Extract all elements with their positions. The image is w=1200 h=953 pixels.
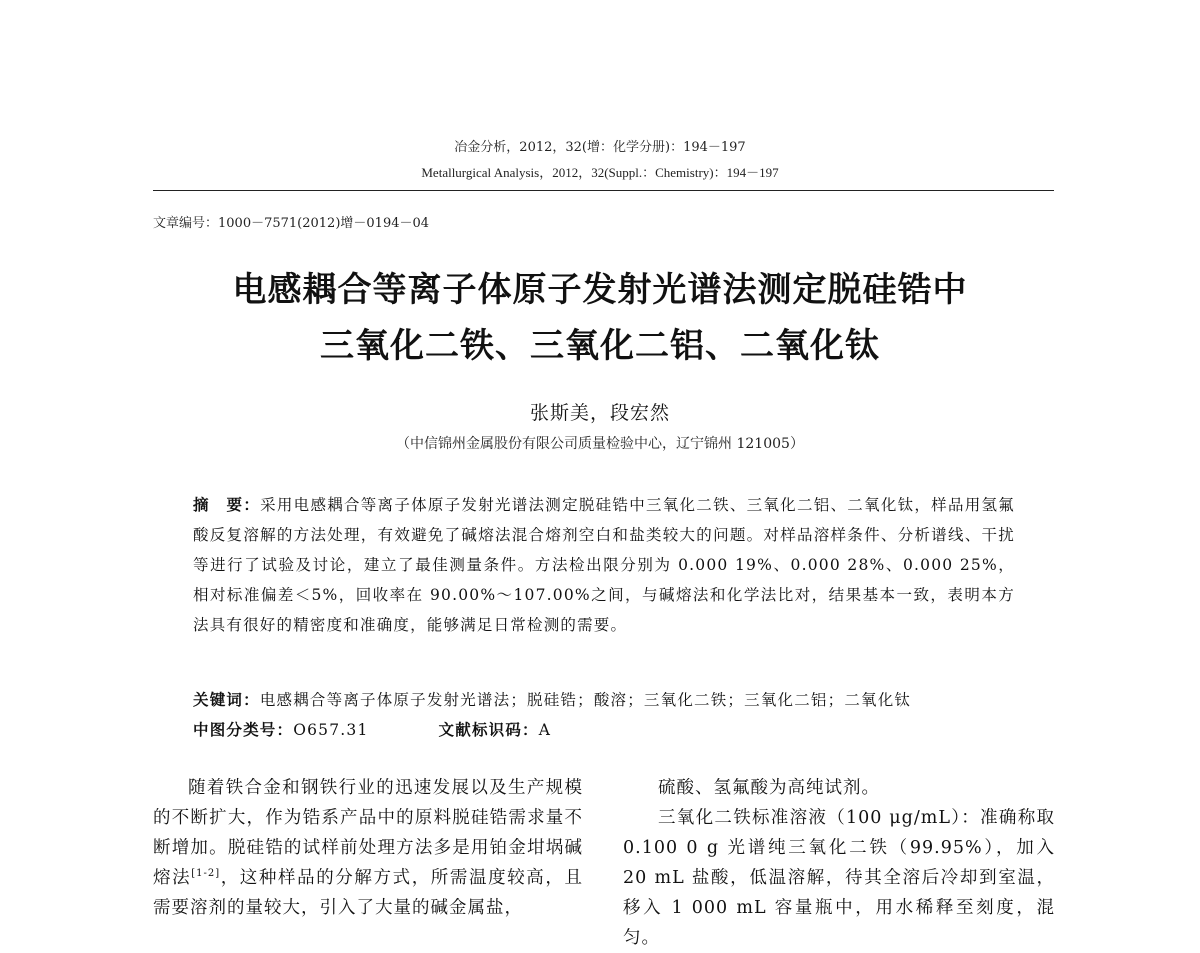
keywords-label: 关键词： xyxy=(193,691,260,709)
header-divider xyxy=(153,190,1054,191)
journal-citation-en: Metallurgical Analysis，2012，32(Suppl.：Chemistry)：194－197 xyxy=(421,165,779,180)
journal-citation-cn: 冶金分析，2012，32(增：化学分册)：194－197 xyxy=(454,140,746,155)
affiliation: （中信锦州金属股份有限公司质量检验中心，辽宁锦州 121005） xyxy=(396,436,804,452)
doc-code-value: A xyxy=(538,721,552,739)
article-title-line-2: 三氧化二铁、三氧化二铝、二氧化钛 xyxy=(320,326,880,366)
clc-label: 中图分类号： xyxy=(193,721,294,739)
abstract-text: 采用电感耦合等离子体原子发射光谱法测定脱硅锆中三氧化二铁、三氧化二铝、二氧化钛，样品用氢氟酸反复溶解的方法处理，有效避免了碱熔法混合熔剂空白和盐类较大的问题。对样品溶样条件、分析谱线、干扰等进行了试验及讨论，建立了最佳测量条件。方法检出限分别为 0.000 19%、0.000 28%、0.000 25%，相对标准偏差＜5%，回收率在 90.00%～107.00%之间，与碱熔法和化学法比对，结果基本一致，表明本方法具有很好的精密度和准确度，能够满足日常检测的需要。 xyxy=(193,496,1015,634)
keywords-text: 电感耦合等离子体原子发射光谱法；脱硅锆；酸溶；三氧化二铁；三氧化二铝；二氧化钛 xyxy=(259,691,912,709)
body-text: ，这种样品的分解方式，所需温度较高，且需要溶剂的量较大，引入了大量的碱金属盐， xyxy=(153,868,584,918)
clc-value: O657.31 xyxy=(293,721,369,739)
body-paragraph: 三氧化二铁标准溶液（100 μg/mL）：准确称取 0.100 0 g 光谱纯三氧化二铁（99.95%），加入 20 mL 盐酸，低温溶解，待其全溶后冷却到室温，移入 1 000 mL 容量瓶中，用水稀释至刻度，混匀。 xyxy=(623,808,1055,948)
authors: 张斯美，段宏然 xyxy=(529,402,670,424)
body-paragraph xyxy=(153,773,583,923)
citation: [1-2] xyxy=(191,868,221,880)
body-paragraph: 硫酸、氢氟酸为高纯试剂。 xyxy=(658,778,880,798)
body-column-left xyxy=(153,773,583,923)
classification xyxy=(193,715,1015,745)
body-column-right xyxy=(623,773,1055,953)
doc-code-label: 文献标识码： xyxy=(438,721,539,739)
article-number: 文章编号：1000－7571(2012)增－0194－04 xyxy=(153,216,430,231)
keywords xyxy=(193,685,1015,715)
abstract xyxy=(193,490,1015,640)
body-text: 随着铁合金和钢铁行业的迅速发展以及生产规模的不断扩大，作为锆系产品中的原料脱硅锆需求量不断增加。脱硅锆的试样前处理方法多是用铂金坩埚碱熔法 xyxy=(153,778,583,888)
abstract-label: 摘 要： xyxy=(193,496,261,514)
article-title-line-1: 电感耦合等离子体原子发射光谱法测定脱硅锆中 xyxy=(232,270,968,310)
